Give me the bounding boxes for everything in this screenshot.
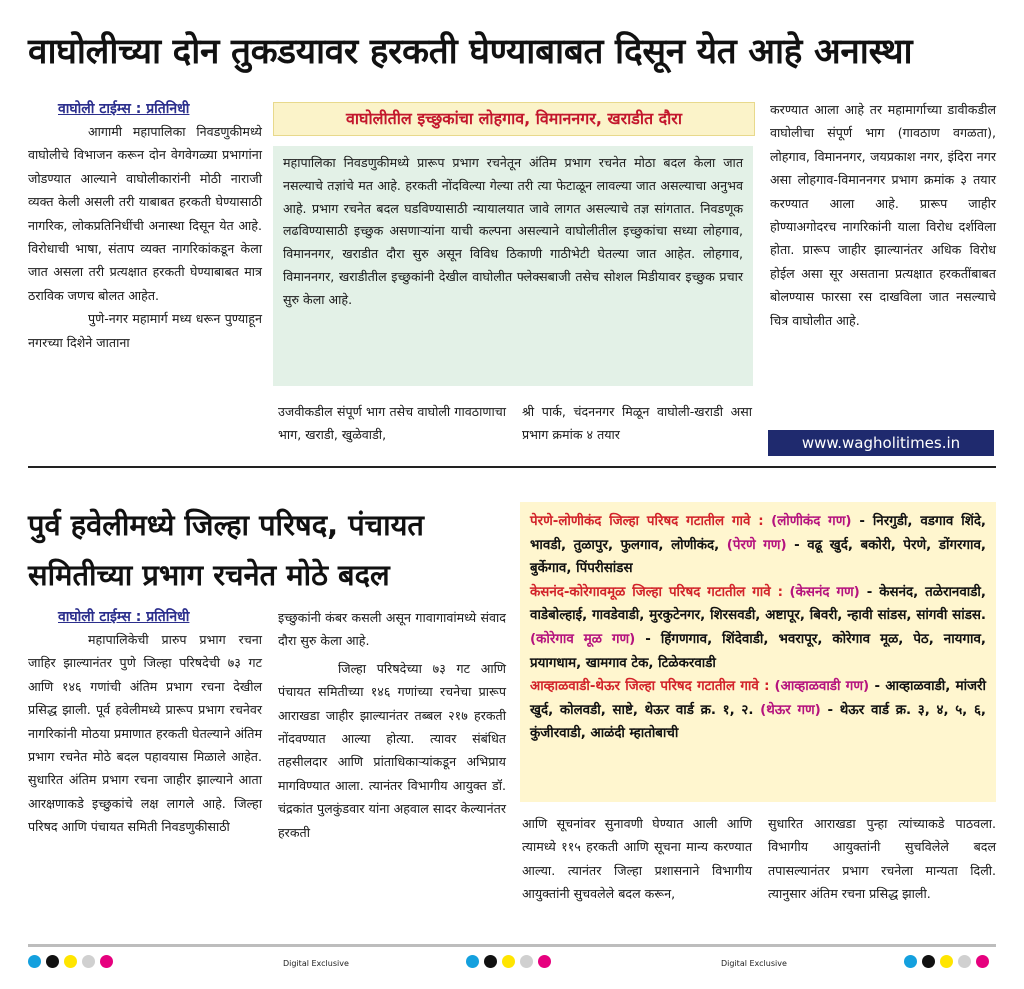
gray-dot <box>82 955 95 968</box>
color-bar-center <box>466 955 576 971</box>
group-2-title: केसनंद-कोरेगावमूळ जिल्हा परिषद गटातील गावे : <box>530 584 783 600</box>
black-dot <box>922 955 935 968</box>
black-dot <box>46 955 59 968</box>
gray-dot <box>520 955 533 968</box>
group-1-list-1: - निरगुडी, वडगाव शिंदे, भावडी, तुळापुर, फुलगाव, लोणीकंद, <box>530 514 987 553</box>
bottom-col4-text: सुधारित आराखडा पुन्हा त्यांच्याकडे पाठवला. विभागीय आयुक्तांनी सुचविलेले बदल तपासल्यानंतर प्रभाग रचनेला मान्यता दिली. त्यानुसार अंतिम रचना प्रसिद्ध झाली. <box>768 816 996 902</box>
website-banner[interactable] <box>768 430 994 456</box>
top-column-4 <box>770 98 996 332</box>
bottom-column-3 <box>522 812 752 906</box>
group-3-gana-1: (आव्हाळवाडी गण) <box>774 679 870 695</box>
group-1-title: पेरणे-लोणीकंद जिल्हा परिषद गटातील गावे : <box>530 514 764 529</box>
top-box-text: महापालिका निवडणुकीमध्ये प्रारूप प्रभाग रचनेतून अंतिम प्रभाग रचनेत मोठा बदल केला जात नसल्याचे तज्ञांचे मत आहे. हरकती नोंदविल्या गेल्या तरी त्या फेटाळून लावल्या जात असल्याचा अनुभव आहे. प्रभाग रचनेत बदल घडविण्यासाठी न्यायालयात जावे लागत असल्याचे तज्ञ सांगतात. निवडणूक लढविण्यासाठी इच्छुक असणाऱ्यांना याची कल्पना असल्याने वाघोलीतील इच्छुकांचा सध्या लोहगाव, विमाननगर, खराडीत दौरा सुरु असून विविध ठिकाणी गाठीभेटी घेतल्या जात आहेत. लोहगाव, विमाननगर, खराडीतील इच्छुकांनी देखील वाघोलीत फ्लेक्सबाजी तसेच सोशल मिडीयावर इच्छुक प्रचार सुरु केला आहे. <box>283 155 743 307</box>
cyan-dot <box>466 955 479 968</box>
top-col2-text: उजवीकडील संपूर्ण भाग तसेच वाघोली गावठाणाचा भाग, खराडी, खुळेवाडी, <box>278 404 506 443</box>
footer-rule <box>28 944 996 947</box>
cyan-dot <box>904 955 917 968</box>
group-2-list-2: - हिंगणगाव, शिंदेवाडी, भवरापूर, कोरेगाव मूळ, पेठ, नायगाव, प्रयागधाम, खामगाव टेक, टिळेकरवाडी <box>530 631 986 671</box>
magenta-dot <box>976 955 989 968</box>
footer-label-right: Digital Exclusive <box>721 959 787 968</box>
bottom-col2-paragraph-2: जिल्हा परिषदेच्या ७३ गट आणि पंचायत समितीच्या १४६ गणांच्या रचनेचा प्रारूप आराखडा जाहीर झाल्यानंतर तब्बल २१७ हरकती नोंदवण्यात आल्या होत्या. त्यावर संबंधित तहसीलदार आणि प्रांताधिकाऱ्यांकडून अभिप्राय मागविण्यात आला. त्यानंतर विभागीय आयुक्त डॉ. चंद्रकांत पुलकुंडवार यांना अहवाल सादर केल्यानंतर हरकती <box>278 660 506 840</box>
magenta-dot <box>538 955 551 968</box>
website-text[interactable]: www.wagholitimes.in <box>801 434 961 452</box>
group-1-list-2: - वढू खुर्द, बकोरी, पेरणे, डोंगरगाव, बुर्केगाव, पिंपरीसांडस <box>530 537 987 577</box>
group-3-list-1: - आव्हाळवाडी, मांजरी खुर्द, कोलवडी, साष्टे, थेऊर वार्ड क्र. १, २. <box>530 679 986 718</box>
top-column-3 <box>522 400 752 447</box>
top-col1-paragraph-2: पुणे-नगर महामार्ग मध्य धरून पुण्याहून नगरच्या दिशेने जाताना <box>28 311 262 350</box>
color-bar-left <box>28 955 138 971</box>
group-1-gana-2: (पेरणे गण) <box>726 537 787 553</box>
gray-dot <box>958 955 971 968</box>
group-3-title: आव्हाळवाडी-थेऊर जिल्हा परिषद गटातील गावे : <box>530 679 770 695</box>
bottom-column-2 <box>278 606 506 844</box>
cyan-dot <box>28 955 41 968</box>
bottom-headline-line-1: पुर्व हवेलीमध्ये जिल्हा परिषद, पंचायत <box>28 508 424 542</box>
group-3-gana-2: (थेऊर गण) <box>760 702 821 718</box>
group-2-list-1: - केसनंद, तळेरानवाडी, वाडेबोल्हाई, गावडेवाडी, मुरकुटेनगर, शिरसवडी, अष्टापूर, बिवरी, न्हावी सांडस, सांगवी सांडस. <box>530 584 986 624</box>
top-column-2 <box>278 400 506 447</box>
top-col1-paragraph-1: आगामी महापालिका निवडणुकीमध्ये वाघोलीचे विभाजन करून दोन वेगवेगळ्या प्रभागांना जोडण्यात आल्याने वाघोलीकारांनी मोठी नाराजी व्यक्त केली असली तरी याबाबत हरकती घेण्यासाठी नागरिक, लोकप्रतिनिधींची अनास्था दिसून येत आहे. विरोधाची भाषा, संताप व्यक्त नागरिकांकडून केला जात असला तरी प्रत्यक्षात हरकती घेण्याबाबत मात्र ठराविक जणच बोलत आहेत. <box>28 124 262 303</box>
top-col3-text: श्री पार्क, चंदननगर मिळून वाघोली-खराडी असा प्रभाग क्रमांक ४ तयार <box>522 404 752 443</box>
top-byline: वाघोली टाईम्स : प्रतिनिधी <box>58 101 190 117</box>
footer-label-center: Digital Exclusive <box>283 959 349 968</box>
black-dot <box>484 955 497 968</box>
yellow-dot <box>64 955 77 968</box>
group-2-gana-1: (केसनंद गण) <box>789 584 860 600</box>
bottom-byline: वाघोली टाईम्स : प्रतिनिधी <box>58 609 190 625</box>
group-3-list-2: - थेऊर वार्ड क्र. ३, ४, ५, ६, कुंजीरवाडी, आळंदी म्हातोबाची <box>530 702 986 742</box>
color-bar-right <box>904 955 1000 971</box>
group-2-gana-2: (कोरेगाव मूळ गण) <box>530 631 636 647</box>
bottom-col2-paragraph-1: इच्छुकांनी कंबर कसली असून गावागावांमध्ये संवाद दौरा सुरु केला आहे. <box>278 610 506 649</box>
yellow-dot <box>502 955 515 968</box>
bottom-column-4 <box>768 812 996 906</box>
bottom-column-1 <box>28 606 262 839</box>
top-col4-text: करण्यात आला आहे तर महामार्गाच्या डावीकडील वाघोलीचा संपूर्ण भाग (गावठाण वगळता), लोहगाव, विमाननगर, जयप्रकाश नगर, इंदिरा नगर असा लोहगाव-विमाननगर प्रभाग क्रमांक ३ तयार करण्यात आला आहे. प्रारूप जाहीर होण्याअगोदरच नागरिकांनी याला विरोध दर्शविला होता. प्रारूप जाहीर झाल्यानंतर अधिक विरोध होईल असा सूर असताना प्रत्यक्षात हरकतींबाबत बोलण्यास फारसा रस दाखविला जात नसल्याचे चित्र वाघोलीत आहे. <box>770 102 996 328</box>
bottom-headline-line-2: समितीच्या प्रभाग रचनेत मोठे बदल <box>28 558 390 592</box>
top-green-box <box>273 146 753 386</box>
group-1-gana-1: (लोणीकंद गण) <box>771 514 852 529</box>
top-headline: वाघोलीच्या दोन तुकडयावर हरकती घेण्याबाबत दिसून येत आहे अनास्था <box>28 32 913 72</box>
bottom-col3-text: आणि सूचनांवर सुनावणी घेण्यात आली आणि त्यामध्ये ११५ हरकती आणि सूचना मान्य करण्यात आल्या. त्यानंतर जिल्हा प्रशासनाने विभागीय आयुक्तांनी सुचवलेले बदल करून, <box>522 816 752 902</box>
bottom-yellow-box <box>520 502 996 802</box>
top-box-title: वाघोलीतील इच्छुकांचा लोहगाव, विमाननगर, खराडीत दौरा <box>273 102 755 136</box>
yellow-dot <box>940 955 953 968</box>
magenta-dot <box>100 955 113 968</box>
top-column-1 <box>28 98 262 354</box>
section-divider <box>28 466 996 468</box>
bottom-col1-text: महापालिकेची प्रारुप प्रभाग रचना जाहिर झाल्यानंतर पुणे जिल्हा परिषदेची ७३ गट आणि १४६ गणांची अंतिम प्रभाग रचना देखील प्रसिद्ध झाली. पूर्व हवेलीमध्ये प्रारूप प्रभाग रचनेवर नागरिकांनी मोठया प्रमाणात हरकती घेतल्याने अंतिम प्रभाग रचनेत मोठे बदल पहावयास मिळाले आहेत. सुधारित अंतिम प्रभाग रचना जाहीर झाल्याने आता आरक्षणाकडे इच्छुकांचे लक्ष लागले आहे. जिल्हा परिषद आणि पंचायत समिती निवडणुकीसाठी <box>28 632 262 835</box>
